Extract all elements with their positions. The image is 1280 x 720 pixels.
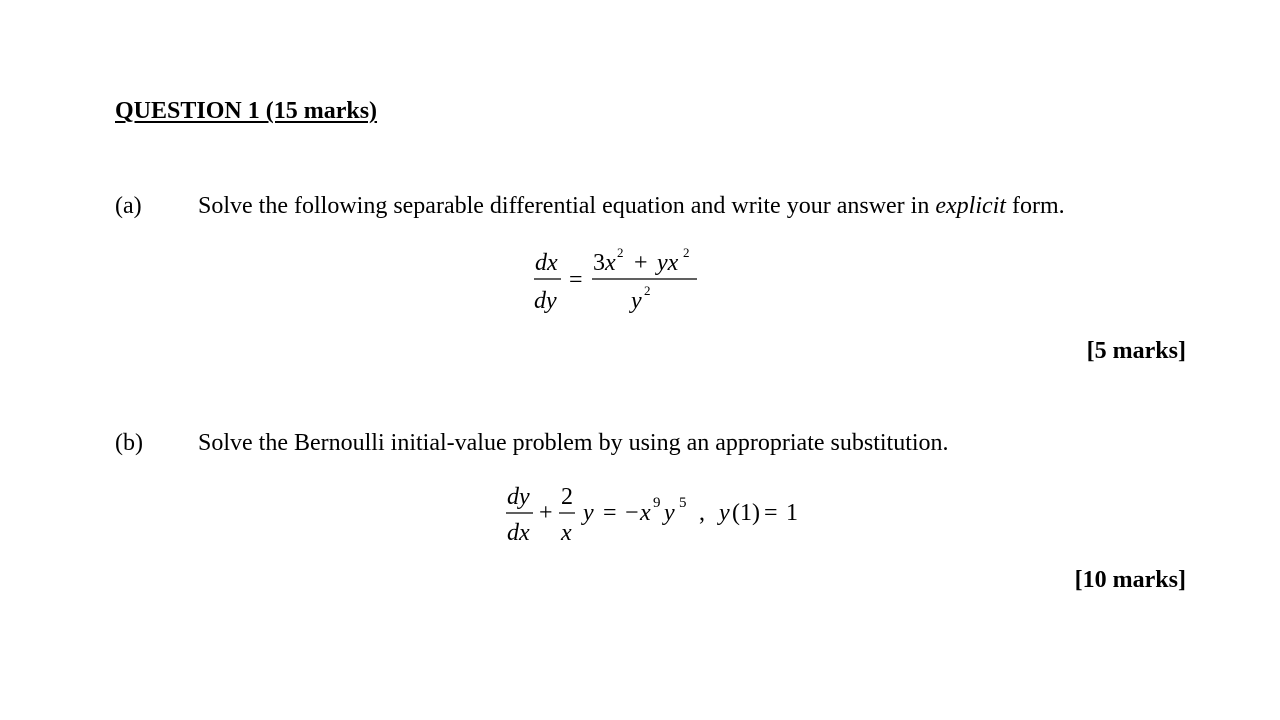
part-a-equation — [525, 242, 715, 327]
eq-a-num-x: x — [605, 250, 616, 276]
eq-a-den-exp: 2 — [644, 283, 651, 298]
eq-b-frac1-den: dx — [507, 520, 530, 546]
question-heading: QUESTION 1 (15 marks) — [115, 98, 378, 124]
eq-a-den-y: y — [631, 288, 642, 314]
part-a-text-before: Solve the following separable differential equation and write your answer in — [198, 193, 936, 219]
part-b-equation-svg — [497, 476, 807, 556]
eq-a-equals: = — [569, 267, 583, 293]
part-b-marks: [10 marks] — [1074, 567, 1186, 593]
eq-b-minus: − — [625, 500, 639, 526]
eq-b-y: y — [583, 500, 594, 526]
part-a-question — [198, 193, 1065, 220]
part-b-label: (b) — [115, 430, 143, 456]
eq-b-plus: + — [539, 500, 553, 526]
eq-b-frac1-num: dy — [507, 484, 530, 510]
eq-b-ic-func: y — [719, 500, 730, 526]
eq-b-frac2-num: 2 — [561, 484, 573, 510]
eq-b-y2: y — [664, 500, 675, 526]
eq-b-equals: = — [603, 500, 617, 526]
eq-a-num-yx: yx — [657, 250, 679, 276]
eq-b-ic-val: 1 — [786, 500, 798, 526]
eq-a-num-coef: 3 — [593, 250, 605, 276]
eq-b-x: x — [640, 500, 651, 526]
eq-a-num-exp2: 2 — [683, 245, 690, 260]
part-a-text-after: form. — [1005, 193, 1065, 219]
eq-b-ic-arg: (1) — [732, 500, 760, 526]
eq-b-ic-equals: = — [764, 500, 778, 526]
part-a-label: (a) — [115, 193, 142, 219]
eq-b-x-exp: 9 — [653, 495, 661, 511]
eq-a-lhs-den: dy — [534, 288, 557, 314]
part-a-marks: [5 marks] — [1086, 338, 1186, 364]
eq-a-num-exp1: 2 — [617, 245, 624, 260]
eq-a-lhs-num: dx — [535, 250, 558, 276]
eq-a-num-plus: + — [634, 250, 648, 276]
part-a-emphasis: explicit — [935, 193, 1006, 219]
part-b-question: Solve the Bernoulli initial-value problem by using an appropriate substitution. — [198, 430, 949, 456]
part-b-equation — [497, 476, 807, 561]
part-a-equation-svg — [525, 242, 715, 322]
eq-b-frac2-den: x — [561, 520, 572, 546]
eq-b-y-exp: 5 — [679, 495, 687, 511]
eq-b-comma: , — [699, 500, 705, 526]
